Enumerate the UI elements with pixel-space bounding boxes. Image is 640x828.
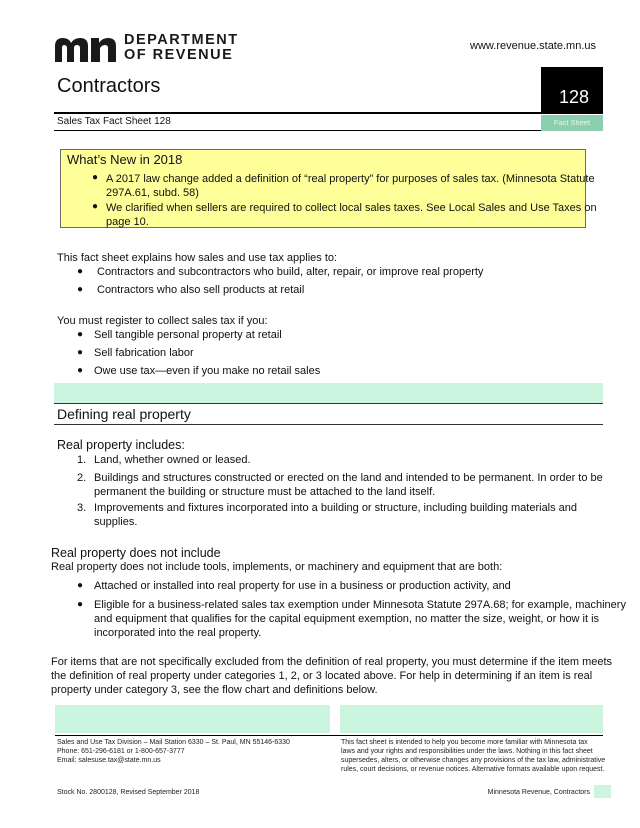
intro-text: This fact sheet explains how sales and use tax applies to:	[57, 252, 338, 264]
bullet: ●	[77, 580, 84, 591]
not-include-item-2-line-3: incorporated into the real property.	[94, 627, 262, 639]
whats-new-item-1-line-2: 297A.61, subd. 58)	[106, 187, 199, 199]
logo-line-1: DEPARTMENT	[124, 32, 239, 48]
subtitle: Sales Tax Fact Sheet 128	[57, 116, 171, 127]
includes-item-3-line-1: Improvements and fixtures incorporated into a building or structure, including building materials and	[94, 502, 578, 514]
not-include-text: Real property does not include tools, implements, or machinery and equipment that are both:	[51, 561, 503, 573]
whats-new-item-2-line-1: We clarified when sellers are required to collect local sales taxes. See Local Sales and Use Taxes on	[106, 202, 597, 214]
footer-disclaimer-line-4: rules, court decisions, or revenue notices. Alternative formats available upon request.	[341, 766, 605, 773]
publisher: Minnesota Revenue, Contractors	[487, 789, 590, 796]
sheet-number: 128	[558, 87, 589, 107]
header-rule	[54, 112, 541, 114]
footer-disclaimer-line-3: supersedes, alters, or otherwise changes any provisions of the tax law, administrative	[341, 757, 606, 764]
list-number: 1.	[77, 454, 87, 466]
logo-line-2: OF REVENUE	[124, 47, 234, 63]
section-rule-bottom	[54, 424, 603, 425]
section-band	[54, 383, 603, 403]
footer-disclaimer-line-1: This fact sheet is intended to help you become more familiar with Minnesota tax	[341, 739, 588, 746]
register-item: Sell tangible personal property at retail	[94, 329, 282, 341]
footer-rule	[55, 735, 603, 736]
bullet: ●	[77, 365, 84, 376]
not-include-item-2-line-2: and equipment that qualifies for the capital equipment exemption, no matter the size, weight, or how it is	[94, 613, 600, 625]
not-include-item-2-line-1: Eligible for a business-related sales tax exemption under Minnesota Statute 297A.68; for example, machinery	[94, 599, 626, 611]
footer-phone: Phone: 651-296-6181 or 1-800-657-3777	[57, 748, 185, 755]
bullet: ●	[92, 172, 99, 183]
intro-item: Contractors and subcontractors who build, alter, repair, or improve real property	[97, 266, 484, 278]
paragraph-line-2: the definition of real property under categories 1, 2, or 3 located above. For help in determining if an item is real	[51, 670, 593, 682]
footer-disclaimer-line-2: laws and your rights and responsibilities under the laws. Nothing in this fact sheet	[341, 748, 593, 755]
section-title: Defining real property	[57, 406, 191, 422]
includes-item-2-line-1: Buildings and structures constructed or erected on the land and intended to be permanent. In order to be	[94, 472, 603, 484]
paragraph-line-1: For items that are not specifically excluded from the definition of real property, you must determine if the item meets	[51, 656, 613, 668]
footer-division: Sales and Use Tax Division – Mail Station 6330 – St. Paul, MN 55146-6330	[57, 739, 290, 746]
bullet: ●	[92, 201, 99, 212]
list-number: 3.	[77, 502, 87, 514]
section-rule-top	[54, 403, 603, 404]
whats-new-item-1-line-1: A 2017 law change added a definition of “real property” for purposes of sales tax. (Minnesota Statute	[106, 173, 595, 185]
includes-item-2-line-2: permanent the building or structure must be attached to the land itself.	[94, 486, 436, 498]
subtitle-rule	[54, 130, 541, 131]
bullet: ●	[77, 347, 84, 358]
register-item: Sell fabrication labor	[94, 347, 194, 359]
fact-sheet-label: Fact Sheet	[541, 115, 603, 131]
includes-item-1: Land, whether owned or leased.	[94, 454, 251, 466]
whats-new-title: What’s New in 2018	[67, 152, 183, 167]
bullet: ●	[77, 599, 84, 610]
footer-email[interactable]: Email: salesuse.tax@state.mn.us	[57, 757, 161, 764]
footer-marker	[594, 785, 611, 798]
intro-item: Contractors who also sell products at retail	[97, 284, 305, 296]
register-text: You must register to collect sales tax if you:	[57, 315, 268, 327]
sheet-number-box	[541, 67, 603, 114]
whats-new-item-2-line-2: page 10.	[106, 216, 149, 228]
list-number: 2.	[77, 472, 87, 484]
website-link[interactable]: www.revenue.state.mn.us	[470, 40, 596, 52]
footer-band-left	[55, 705, 330, 733]
department-of-revenue-wordmark	[124, 33, 239, 63]
bullet: ●	[77, 329, 84, 340]
bullet: ●	[77, 266, 84, 277]
includes-item-3-line-2: supplies.	[94, 516, 138, 528]
not-include-item-1: Attached or installed into real property for use in a business or production activity, and	[94, 580, 511, 592]
bullet: ●	[77, 284, 84, 295]
stock-number: Stock No. 2800128, Revised September 2018	[57, 789, 200, 796]
register-item: Owe use tax—even if you make no retail sales	[94, 365, 321, 377]
paragraph-line-3: property under category 3, see the flow chart and definitions below.	[51, 684, 378, 696]
footer-band-right	[340, 705, 603, 733]
includes-heading: Real property includes:	[57, 438, 185, 452]
page-title: Contractors	[57, 75, 161, 97]
not-include-heading: Real property does not include	[51, 546, 221, 560]
